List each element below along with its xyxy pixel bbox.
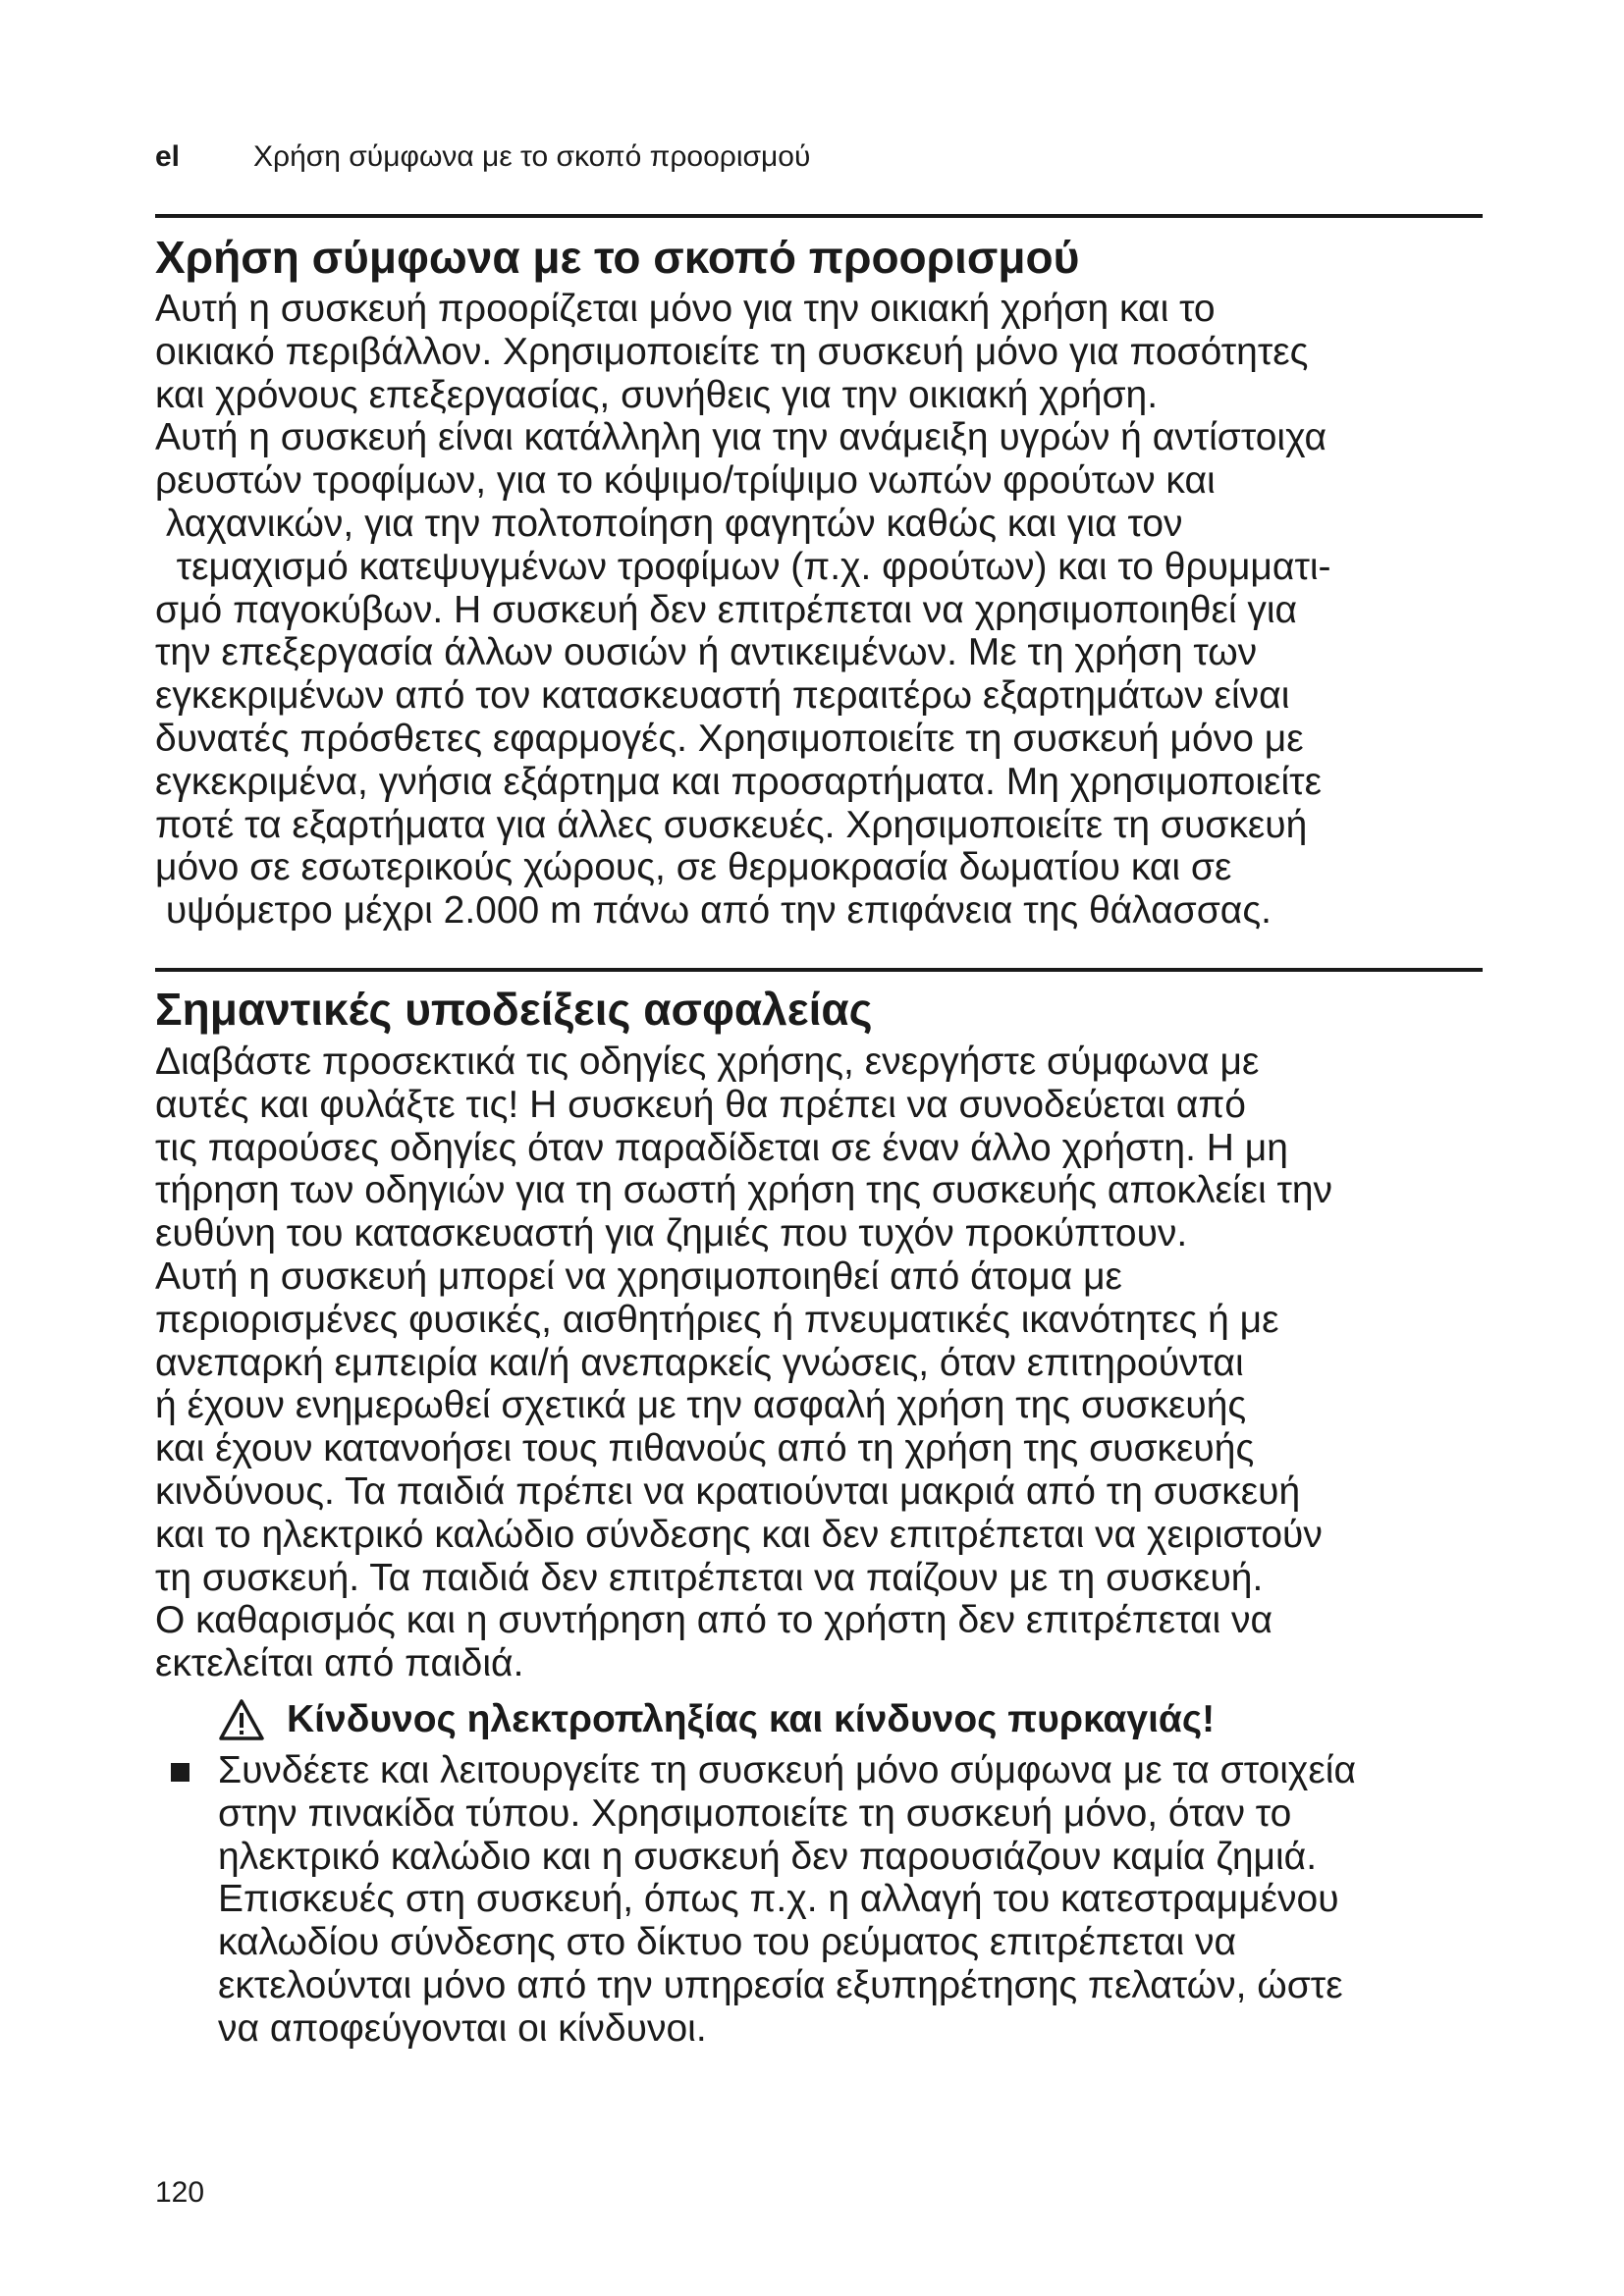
section-title-intended-use: Χρήση σύμφωνα με το σκοπό προορισμού xyxy=(155,232,1080,283)
bullet-line: Επισκευές στη συσκευή, όπως π.χ. η αλλαγή του κατεστραμμένου xyxy=(218,1878,1339,1921)
paragraph-line: ανεπαρκή εμπειρία και/ή ανεπαρκείς γνώσεις, όταν επιτηρούνται xyxy=(155,1341,1244,1384)
paragraph-line: ρευστών τροφίμων, για το κόψιμο/τρίψιμο νωπών φρούτων και xyxy=(155,459,1216,503)
paragraph-line: ποτέ τα εξαρτήματα για άλλες συσκευές. Χρησιμοποιείτε τη συσκευή xyxy=(155,803,1308,846)
paragraph-line: μόνο σε εσωτερικούς χώρους, σε θερμοκρασία δωματίου και σε xyxy=(155,846,1232,889)
bullet-line: στην πινακίδα τύπου. Χρησιμοποιείτε τη συσκευή μόνο, όταν το xyxy=(218,1791,1292,1835)
paragraph-line: εγκεκριμένων από τον κατασκευαστή περαιτέρω εξαρτημάτων είναι xyxy=(155,674,1290,718)
paragraph-line: οικιακό περιβάλλον. Χρησιμοποιείτε τη συσκευή μόνο για ποσότητες xyxy=(155,330,1309,373)
paragraph-line: υψόμετρο μέχρι 2.000 m πάνω από την επιφάνεια της θάλασσας. xyxy=(155,889,1272,933)
bullet-line: να αποφεύγονται οι κίνδυνοι. xyxy=(218,2006,707,2050)
warning-triangle-icon xyxy=(218,1698,265,1741)
paragraph-line: ευθύνη του κατασκευαστή για ζημιές που τυχόν προκύπτουν. xyxy=(155,1212,1188,1255)
safety-paragraph xyxy=(155,1041,1510,1685)
paragraph-line: λαχανικών, για την πολτοποίηση φαγητών καθώς και για τον xyxy=(155,502,1183,545)
section-title-safety: Σημαντικές υποδείξεις ασφαλείας xyxy=(155,984,873,1035)
paragraph-line: αυτές και φυλάξτε τις! Η συσκευή θα πρέπει να συνοδεύεται από xyxy=(155,1083,1246,1126)
bullet-line: εκτελούνται μόνο από την υπηρεσία εξυπηρέτησης πελατών, ώστε xyxy=(218,1963,1343,2006)
paragraph-line: Αυτή η συσκευή είναι κατάλληλη για την ανάμειξη υγρών ή αντίστοιχα xyxy=(155,416,1327,459)
bullet-line: καλωδίου σύνδεσης στο δίκτυο του ρεύματος επιτρέπεται να xyxy=(218,1921,1237,1964)
paragraph-line: δυνατές πρόσθετες εφαρμογές. Χρησιμοποιείτε τη συσκευή μόνο με xyxy=(155,717,1304,760)
warning-bullet-list xyxy=(171,1749,1526,2051)
paragraph-line: Αυτή η συσκευή μπορεί να χρησιμοποιηθεί από άτομα με xyxy=(155,1255,1122,1298)
paragraph-line: εκτελείται από παιδιά. xyxy=(155,1642,524,1685)
paragraph-line: τις παρούσες οδηγίες όταν παραδίδεται σε έναν άλλο χρήστη. Η μη xyxy=(155,1126,1288,1169)
bullet-line: Συνδέετε και λειτουργείτε τη συσκευή μόνο σύμφωνα με τα στοιχεία xyxy=(218,1749,1356,1791)
section-rule-2 xyxy=(155,968,1483,972)
paragraph-line: και έχουν κατανοήσει τους πιθανούς από τη χρήση της συσκευής xyxy=(155,1427,1255,1470)
paragraph-line: εγκεκριμένα, γνήσια εξάρτημα και προσαρτήματα. Μη χρησιμοποιείτε xyxy=(155,760,1322,803)
paragraph-line: κινδύνους. Τα παιδιά πρέπει να κρατιούνται μακριά από τη συσκευή xyxy=(155,1469,1301,1513)
running-header xyxy=(155,139,810,175)
paragraph-line: τήρηση των οδηγιών για τη σωστή χρήση της συσκευής αποκλείει την xyxy=(155,1169,1333,1212)
paragraph-line: την επεξεργασία άλλων ουσιών ή αντικειμένων. Με τη χρήση των xyxy=(155,631,1258,674)
paragraph-line: τη συσκευή. Τα παιδιά δεν επιτρέπεται να παίζουν με τη συσκευή. xyxy=(155,1556,1264,1599)
paragraph-line: Ο καθαρισμός και η συντήρηση από το χρήστη δεν επιτρέπεται να xyxy=(155,1599,1273,1642)
language-code: el xyxy=(155,140,181,173)
paragraph-line: τεμαχισμό κατεψυγμένων τροφίμων (π.χ. φρούτων) και το θρυμματι- xyxy=(155,545,1331,588)
paragraph-line: Αυτή η συσκευή προορίζεται μόνο για την οικιακή χρήση και το xyxy=(155,288,1216,330)
paragraph-line: σμό παγοκύβων. Η συσκευή δεν επιτρέπεται να χρησιμοποιηθεί για xyxy=(155,588,1298,631)
warning-heading xyxy=(218,1696,1215,1743)
running-title: Χρήση σύμφωνα με το σκοπό προορισμού xyxy=(253,140,811,173)
section-rule-1 xyxy=(155,214,1483,218)
paragraph-line: και το ηλεκτρικό καλώδιο σύνδεσης και δεν επιτρέπεται να χειριστούν xyxy=(155,1513,1323,1556)
paragraph-line: Διαβάστε προσεκτικά τις οδηγίες χρήσης, ενεργήστε σύμφωνα με xyxy=(155,1041,1260,1083)
list-item xyxy=(171,1749,1526,2051)
page-number: 120 xyxy=(155,2176,205,2209)
square-bullet-icon xyxy=(171,1763,189,1782)
paragraph-line: ή έχουν ενημερωθεί σχετικά με την ασφαλή χρήση της συσκευής xyxy=(155,1384,1247,1427)
paragraph-line: και χρόνους επεξεργασίας, συνήθεις για την οικιακή χρήση. xyxy=(155,373,1159,416)
bullet-line: ηλεκτρικό καλώδιο και η συσκευή δεν παρουσιάζουν καμία ζημιά. xyxy=(218,1835,1318,1878)
paragraph-line: περιορισμένες φυσικές, αισθητήριες ή πνευματικές ικανότητες ή με xyxy=(155,1298,1279,1341)
warning-title: Κίνδυνος ηλεκτροπληξίας και κίνδυνος πυρκαγιάς! xyxy=(287,1698,1216,1740)
intended-use-paragraph xyxy=(155,288,1510,933)
